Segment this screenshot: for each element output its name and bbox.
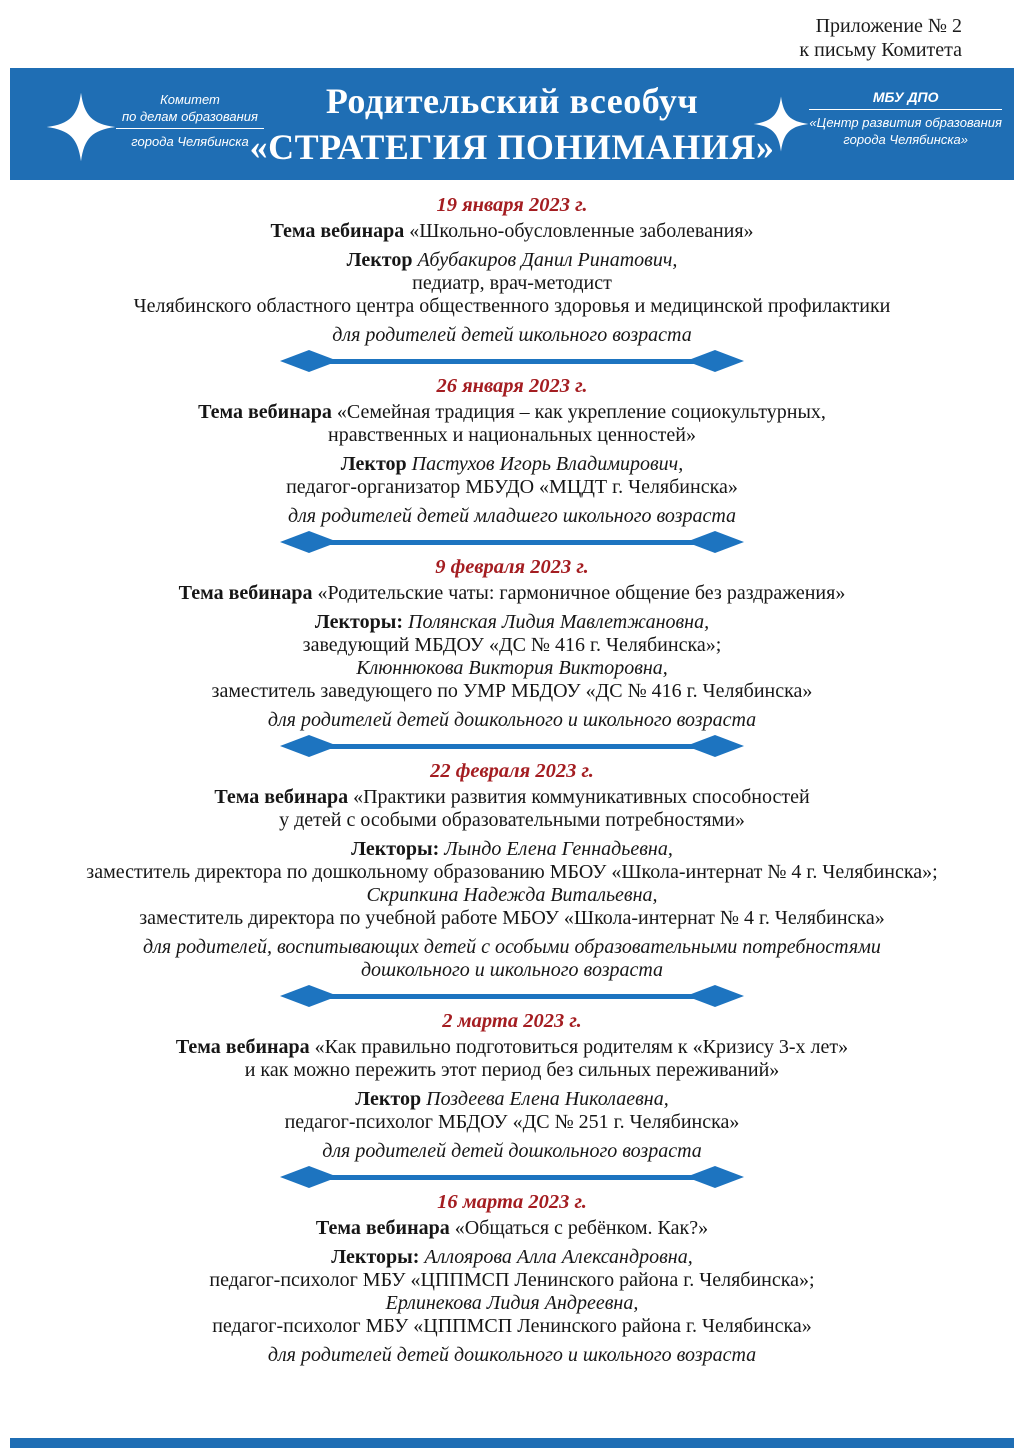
- topic-line: [0, 786, 1024, 809]
- topic-label: Тема вебинара: [178, 582, 318, 604]
- lecturer-position: заместитель директора по дошкольному образованию МБОУ «Школа-интернат № 4 г. Челябинска»;: [86, 861, 938, 883]
- divider-diamond-icon: [280, 735, 338, 757]
- lecturer-position: заместитель директора по учебной работе МБОУ «Школа-интернат № 4 г. Челябинска»: [139, 907, 885, 929]
- audience-block: [0, 936, 1024, 982]
- session-topic: [0, 1036, 1024, 1082]
- topic-line: [0, 582, 1024, 605]
- lecturer-name: Аллоярова Алла Александровна,: [424, 1246, 693, 1268]
- lecturers-block: [0, 249, 1024, 318]
- divider-line: [322, 1175, 702, 1180]
- divider-diamond-icon: [280, 1166, 338, 1188]
- divider-diamond-icon: [280, 531, 338, 553]
- audience-block: [0, 709, 1024, 732]
- lecturer-position: педагог-психолог МБДОУ «ДС № 251 г. Челябинска»: [284, 1111, 740, 1133]
- lecturer-name-line: [0, 453, 1024, 476]
- page-title-line2: «СТРАТЕГИЯ ПОНИМАНИЯ»: [249, 127, 775, 167]
- webinar-session: [0, 375, 1024, 553]
- lecturers-block: [0, 1088, 1024, 1134]
- audience-block: [0, 1344, 1024, 1367]
- lecturer-label: Лектор: [355, 1088, 427, 1110]
- lecturer-name: Поздеева Елена Николаевна,: [426, 1088, 669, 1110]
- lecturer-name: Полянская Лидия Мавлетжановна,: [408, 611, 710, 633]
- sessions-list: [0, 180, 1024, 1367]
- topic-line: [0, 401, 1024, 424]
- cro-logo-line2: «Центр развития образования: [809, 114, 1002, 130]
- session-date: 16 марта 2023 г.: [437, 1191, 587, 1213]
- lecturer-name-line: [0, 249, 1024, 272]
- session-topic: [0, 220, 1024, 243]
- lecturer-name-line: [0, 1246, 1024, 1269]
- committee-logo-line2: по делам образования: [122, 108, 258, 124]
- annex-line2: к письму Комитета: [799, 39, 962, 61]
- annex-line1: Приложение № 2: [815, 15, 962, 37]
- four-point-star-icon: [46, 92, 116, 162]
- committee-logo-text: [116, 91, 264, 150]
- topic-text: «Школьно-обусловленные заболевания»: [409, 220, 754, 242]
- divider-line: [322, 540, 702, 545]
- topic-line: [0, 809, 1024, 832]
- lecturers-block: [0, 1246, 1024, 1338]
- session-date: 19 января 2023 г.: [436, 194, 588, 216]
- divider-diamond-icon: [686, 735, 744, 757]
- committee-logo-line1: Комитет: [160, 91, 220, 107]
- lecturer-name-line: [0, 611, 1024, 634]
- webinar-session: [0, 760, 1024, 1007]
- audience-block: [0, 1140, 1024, 1163]
- page-title-line1: Родительский всеобуч: [325, 81, 699, 121]
- divider-line: [322, 744, 702, 749]
- webinar-session: [0, 556, 1024, 757]
- lecturer-position: Челябинского областного центра общественного здоровья и медицинской профилактики: [133, 295, 891, 317]
- session-date: 26 января 2023 г.: [436, 375, 588, 397]
- lecturer-position: педиатр, врач-методист: [412, 272, 612, 294]
- audience-line: для родителей детей дошкольного и школьного возраста: [267, 1344, 757, 1366]
- lecturer-name-line: [0, 884, 1024, 907]
- committee-logo: [46, 78, 264, 162]
- lecturers-block: [0, 838, 1024, 930]
- committee-logo-line3: города Челябинска: [131, 133, 249, 149]
- divider-diamond-icon: [280, 985, 338, 1007]
- divider-diamond-icon: [686, 1166, 744, 1188]
- logo-text-group: [116, 91, 264, 129]
- lecturer-position: педагог-психолог МБУ «ЦППМСП Ленинского района г. Челябинска»: [212, 1315, 812, 1337]
- lecturer-label: Лектор: [340, 453, 412, 475]
- session-topic: [0, 582, 1024, 605]
- divider-line: [322, 359, 702, 364]
- topic-line: [0, 220, 1024, 243]
- topic-label: Тема вебинара: [270, 220, 410, 242]
- session-topic: [0, 786, 1024, 832]
- lecturer-position: заведующий МБДОУ «ДС № 416 г. Челябинска»;: [302, 634, 722, 656]
- audience-block: [0, 505, 1024, 528]
- audience-line: для родителей, воспитывающих детей с особыми образовательными потребностями: [143, 936, 881, 958]
- lecturer-name-line: [0, 838, 1024, 861]
- lecturer-name: Скрипкина Надежда Витальевна,: [366, 884, 658, 906]
- session-topic: [0, 401, 1024, 447]
- lecturer-label: Лекторы:: [351, 838, 445, 860]
- divider-line: [322, 994, 702, 999]
- audience-line: для родителей детей младшего школьного возраста: [287, 505, 737, 527]
- annex-note: [0, 0, 1024, 62]
- topic-text: «Общаться с ребёнком. Как?»: [454, 1217, 709, 1239]
- topic-text: «Семейная традиция – как укрепление социокультурных,: [336, 401, 826, 423]
- topic-text: нравственных и национальных ценностей»: [328, 424, 696, 446]
- topic-line: [0, 1036, 1024, 1059]
- audience-line: для родителей детей дошкольного возраста: [322, 1140, 702, 1162]
- lecturer-label: Лекторы:: [331, 1246, 425, 1268]
- topic-label: Тема вебинара: [175, 1036, 315, 1058]
- lecturer-label: Лектор: [346, 249, 418, 271]
- topic-text: «Практики развития коммуникативных способностей: [353, 786, 810, 808]
- topic-text: у детей с особыми образовательными потребностями»: [279, 809, 745, 831]
- audience-block: [0, 324, 1024, 347]
- lecturer-name: Клюннюкова Виктория Викторовна,: [356, 657, 668, 679]
- topic-line: [0, 1217, 1024, 1240]
- section-divider: [280, 531, 744, 553]
- lecturer-position: заместитель заведующего по УМР МБДОУ «ДС № 416 г. Челябинска»: [211, 680, 813, 702]
- topic-label: Тема вебинара: [198, 401, 337, 423]
- webinar-session: [0, 1010, 1024, 1188]
- divider-diamond-icon: [686, 350, 744, 372]
- topic-text: и как можно пережить этот период без сильных переживаний»: [244, 1059, 780, 1081]
- cro-logo-text: [809, 89, 1002, 148]
- topic-line: [0, 1059, 1024, 1082]
- section-divider: [280, 985, 744, 1007]
- cro-logo: [753, 84, 1002, 152]
- webinar-session: [0, 194, 1024, 372]
- session-date: 22 февраля 2023 г.: [430, 760, 594, 782]
- lecturer-name-line: [0, 657, 1024, 680]
- divider-diamond-icon: [686, 531, 744, 553]
- lecturer-name-line: [0, 1088, 1024, 1111]
- cro-logo-line1: МБУ ДПО: [809, 89, 1002, 110]
- lecturer-name: Лындо Елена Геннадьевна,: [444, 838, 673, 860]
- webinar-session: [0, 1191, 1024, 1367]
- lecturer-name-line: [0, 1292, 1024, 1315]
- cro-logo-lines: [809, 110, 1002, 148]
- section-divider: [280, 350, 744, 372]
- topic-text: «Как правильно подготовиться родителям к «Кризису 3-х лет»: [314, 1036, 849, 1058]
- lecturers-block: [0, 611, 1024, 703]
- session-topic: [0, 1217, 1024, 1240]
- audience-line: для родителей детей дошкольного и школьного возраста: [267, 709, 757, 731]
- page-title: [250, 78, 775, 170]
- session-date: 2 марта 2023 г.: [442, 1010, 582, 1032]
- lecturer-position: педагог-психолог МБУ «ЦППМСП Ленинского района г. Челябинска»;: [209, 1269, 815, 1291]
- section-divider: [280, 1166, 744, 1188]
- lecturer-name: Пастухов Игорь Владимирович,: [411, 453, 684, 475]
- lecturer-label: Лекторы:: [314, 611, 409, 633]
- session-date: 9 февраля 2023 г.: [435, 556, 589, 578]
- audience-line: для родителей детей школьного возраста: [332, 324, 692, 346]
- audience-line: дошкольного и школьного возраста: [360, 959, 664, 981]
- topic-label: Тема вебинара: [214, 786, 354, 808]
- topic-line: [0, 424, 1024, 447]
- lecturer-name: Абубакиров Данил Ринатович,: [417, 249, 678, 271]
- header-banner: [10, 68, 1014, 180]
- lecturer-position: педагог-организатор МБУДО «МЦДТ г. Челябинска»: [286, 476, 738, 498]
- section-divider: [280, 735, 744, 757]
- lecturers-block: [0, 453, 1024, 499]
- lecturer-name: Ерлинекова Лидия Андреевна,: [385, 1292, 639, 1314]
- four-point-star-icon: [753, 96, 809, 152]
- divider-diamond-icon: [280, 350, 338, 372]
- divider-diamond-icon: [686, 985, 744, 1007]
- topic-label: Тема вебинара: [315, 1217, 455, 1239]
- topic-text: «Родительские чаты: гармоничное общение без раздражения»: [317, 582, 846, 604]
- footer-bar: [10, 1438, 1014, 1448]
- cro-logo-line3: города Челябинска»: [843, 131, 968, 147]
